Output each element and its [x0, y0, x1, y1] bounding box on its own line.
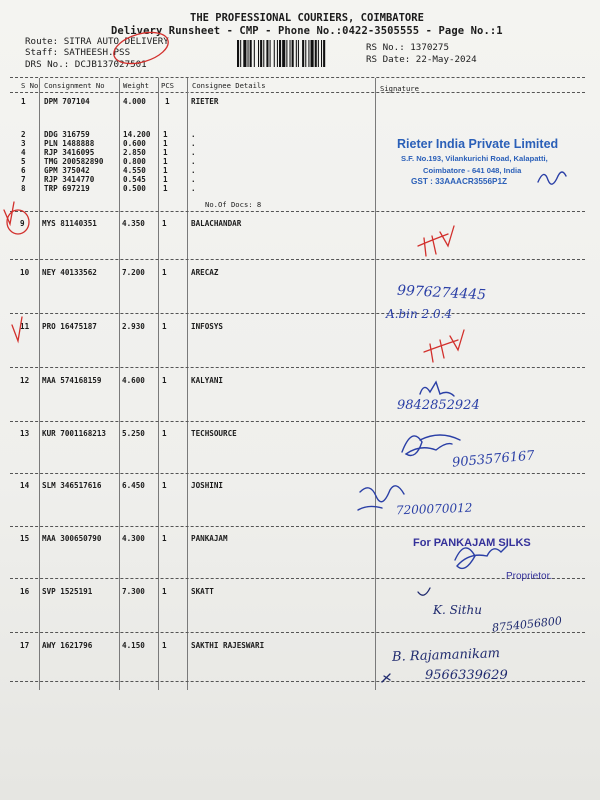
- signature: [382, 674, 390, 682]
- rs-date: RS Date: 22-May-2024: [366, 54, 477, 65]
- row-sno: 16: [20, 587, 30, 596]
- row-consignment: GPM 375042: [44, 166, 90, 175]
- row-weight: 4.000: [123, 97, 146, 106]
- row-pcs: 1: [162, 641, 167, 650]
- row-sno: 4: [21, 148, 26, 157]
- rieter-stamp-city: Coimbatore - 641 048, India: [423, 166, 522, 175]
- rs-number: RS No.: 1370275: [366, 42, 449, 53]
- row-pcs: 1: [162, 268, 167, 277]
- row-sno: 17: [20, 641, 30, 650]
- row-weight: 0.600: [123, 139, 146, 148]
- row-sno: 12: [20, 376, 30, 385]
- row-consignee: .: [191, 175, 196, 184]
- row-pcs: 1: [162, 481, 167, 490]
- row-pcs: 1: [163, 166, 168, 175]
- row-consignment: SVP 1525191: [42, 587, 93, 596]
- runsheet-title: Delivery Runsheet - CMP - Phone No.:0422-3505555 - Page No.:1: [111, 25, 503, 37]
- row-consignee: SKATT: [191, 587, 214, 596]
- row-consignee: SAKTHI RAJESWARI: [191, 641, 265, 650]
- row-consignment: TRP 697219: [44, 184, 90, 193]
- pankajam-stamp-proprietor: Proprietor.: [506, 571, 553, 582]
- row-weight: 0.800: [123, 157, 146, 166]
- row-sno: 6: [21, 166, 26, 175]
- route-label: Route: SITRA AUTO DELIVERY: [25, 36, 169, 47]
- row-sno: 5: [21, 157, 26, 166]
- row-consignment: DPM 707104: [44, 97, 90, 106]
- row-consignee: .: [191, 157, 196, 166]
- row-sno: 2: [21, 130, 26, 139]
- pankajam-stamp-for: For PANKAJAM SILKS: [413, 537, 531, 549]
- signature: [420, 382, 454, 396]
- docs-count-note: No.Of Docs: 8: [205, 200, 262, 209]
- row-weight: 4.300: [122, 534, 145, 543]
- row-sno: 1: [21, 97, 26, 106]
- signature: [538, 172, 566, 184]
- signature: [455, 546, 507, 568]
- row-weight: 4.600: [122, 376, 145, 385]
- handwritten-phone: 9053576167: [451, 448, 536, 471]
- row-pcs: 1: [163, 139, 168, 148]
- handwritten-name: K. Sithu: [433, 603, 482, 617]
- row-weight: 4.550: [123, 166, 146, 175]
- row-consignee: BALACHANDAR: [191, 219, 242, 228]
- row-pcs: 1: [162, 587, 167, 596]
- row-pcs: 1: [162, 219, 167, 228]
- row-sno: 14: [20, 481, 30, 490]
- rieter-stamp-gst: GST : 33AAACR3556P1Z: [411, 177, 508, 186]
- row-consignment: RJP 3416095: [44, 148, 95, 157]
- row-sno: 13: [20, 429, 30, 438]
- row-sno: 15: [20, 534, 30, 543]
- row-consignment: MAA 574168159: [42, 376, 102, 385]
- row-pcs: 1: [162, 376, 167, 385]
- row-sno: 3: [21, 139, 26, 148]
- signature: [402, 435, 460, 456]
- handwritten-name: A.bin 2.0.4: [386, 307, 453, 321]
- row-pcs: 1: [163, 184, 168, 193]
- row-consignee: KALYANI: [191, 376, 224, 385]
- row-consignment: KUR 7001168213: [42, 429, 107, 438]
- row-pcs: 1: [165, 97, 170, 106]
- row-consignment: RJP 3414770: [44, 175, 95, 184]
- row-sno: 9: [20, 219, 25, 228]
- row-consignee: .: [191, 139, 196, 148]
- row-consignee: TECHSOURCE: [191, 429, 237, 438]
- handwritten-name: B. Rajamanikam: [391, 646, 501, 665]
- row-sno: 8: [21, 184, 26, 193]
- signature: [358, 486, 404, 510]
- rieter-stamp-address: S.F. No.193, Vilankurichi Road, Kalapatti,: [401, 154, 548, 163]
- row-pcs: 1: [162, 429, 167, 438]
- row-consignment: MAA 300650790: [42, 534, 102, 543]
- row-consignment: MYS 81140351: [42, 219, 97, 228]
- row-weight: 7.200: [122, 268, 145, 277]
- staff-label: Staff: SATHEESH.PSS: [25, 47, 131, 58]
- company-name: THE PROFESSIONAL COURIERS, COIMBATORE: [190, 12, 424, 24]
- row-consignee: PANKAJAM: [191, 534, 228, 543]
- row-weight: 0.545: [123, 175, 146, 184]
- row-weight: 0.500: [123, 184, 146, 193]
- signature: [418, 588, 430, 595]
- col-header-sno: S No: [21, 81, 39, 90]
- row-consignment: NEY 40133562: [42, 268, 97, 277]
- row-pcs: 1: [163, 148, 168, 157]
- row-consignee: .: [191, 130, 196, 139]
- col-header-consignee: Consignee Details: [192, 81, 266, 90]
- row-consignment: TMG 200582890: [44, 157, 104, 166]
- row-consignment: PLN 1488888: [44, 139, 95, 148]
- col-header-signature: Signature: [380, 84, 419, 93]
- row-pcs: 1: [163, 175, 168, 184]
- row-consignee: .: [191, 148, 196, 157]
- row-consignee: .: [191, 166, 196, 175]
- row-consignment: SLM 346517616: [42, 481, 102, 490]
- row-consignee: JOSHINI: [191, 481, 224, 490]
- row-consignment: AWY 1621796: [42, 641, 93, 650]
- row-weight: 2.850: [123, 148, 146, 157]
- row-weight: 5.250: [122, 429, 145, 438]
- handwritten-phone: 9566339629: [425, 668, 508, 683]
- row-weight: 6.450: [122, 481, 145, 490]
- row-weight: 7.300: [122, 587, 145, 596]
- row-consignee: RIETER: [191, 97, 219, 106]
- col-header-weight: Weight: [123, 81, 149, 90]
- drs-number: DRS No.: DCJB137027501: [25, 59, 147, 70]
- row-pcs: 1: [163, 130, 168, 139]
- row-consignment: PRO 16475187: [42, 322, 97, 331]
- col-header-pcs: PCS: [161, 81, 174, 90]
- row-consignee: INFOSYS: [191, 322, 224, 331]
- row-weight: 2.930: [122, 322, 145, 331]
- row-consignee: .: [191, 184, 196, 193]
- row-sno: 11: [20, 322, 30, 331]
- row-weight: 4.350: [122, 219, 145, 228]
- row-sno: 7: [21, 175, 26, 184]
- row-pcs: 1: [162, 534, 167, 543]
- handwritten-phone: 9976274445: [396, 282, 487, 304]
- rieter-stamp-name: Rieter India Private Limited: [397, 137, 559, 151]
- row-consignee: ARECAZ: [191, 268, 219, 277]
- handwritten-phone: 9842852924: [397, 398, 480, 413]
- row-pcs: 1: [162, 322, 167, 331]
- row-consignment: DDG 316759: [44, 130, 90, 139]
- row-sno: 10: [20, 268, 30, 277]
- col-header-consignment: Consignment No: [44, 81, 105, 90]
- row-weight: 14.200: [123, 130, 151, 139]
- row-pcs: 1: [163, 157, 168, 166]
- row-weight: 4.150: [122, 641, 145, 650]
- handwritten-phone: 8754056800: [491, 614, 563, 635]
- handwritten-phone: 7200070012: [395, 500, 473, 518]
